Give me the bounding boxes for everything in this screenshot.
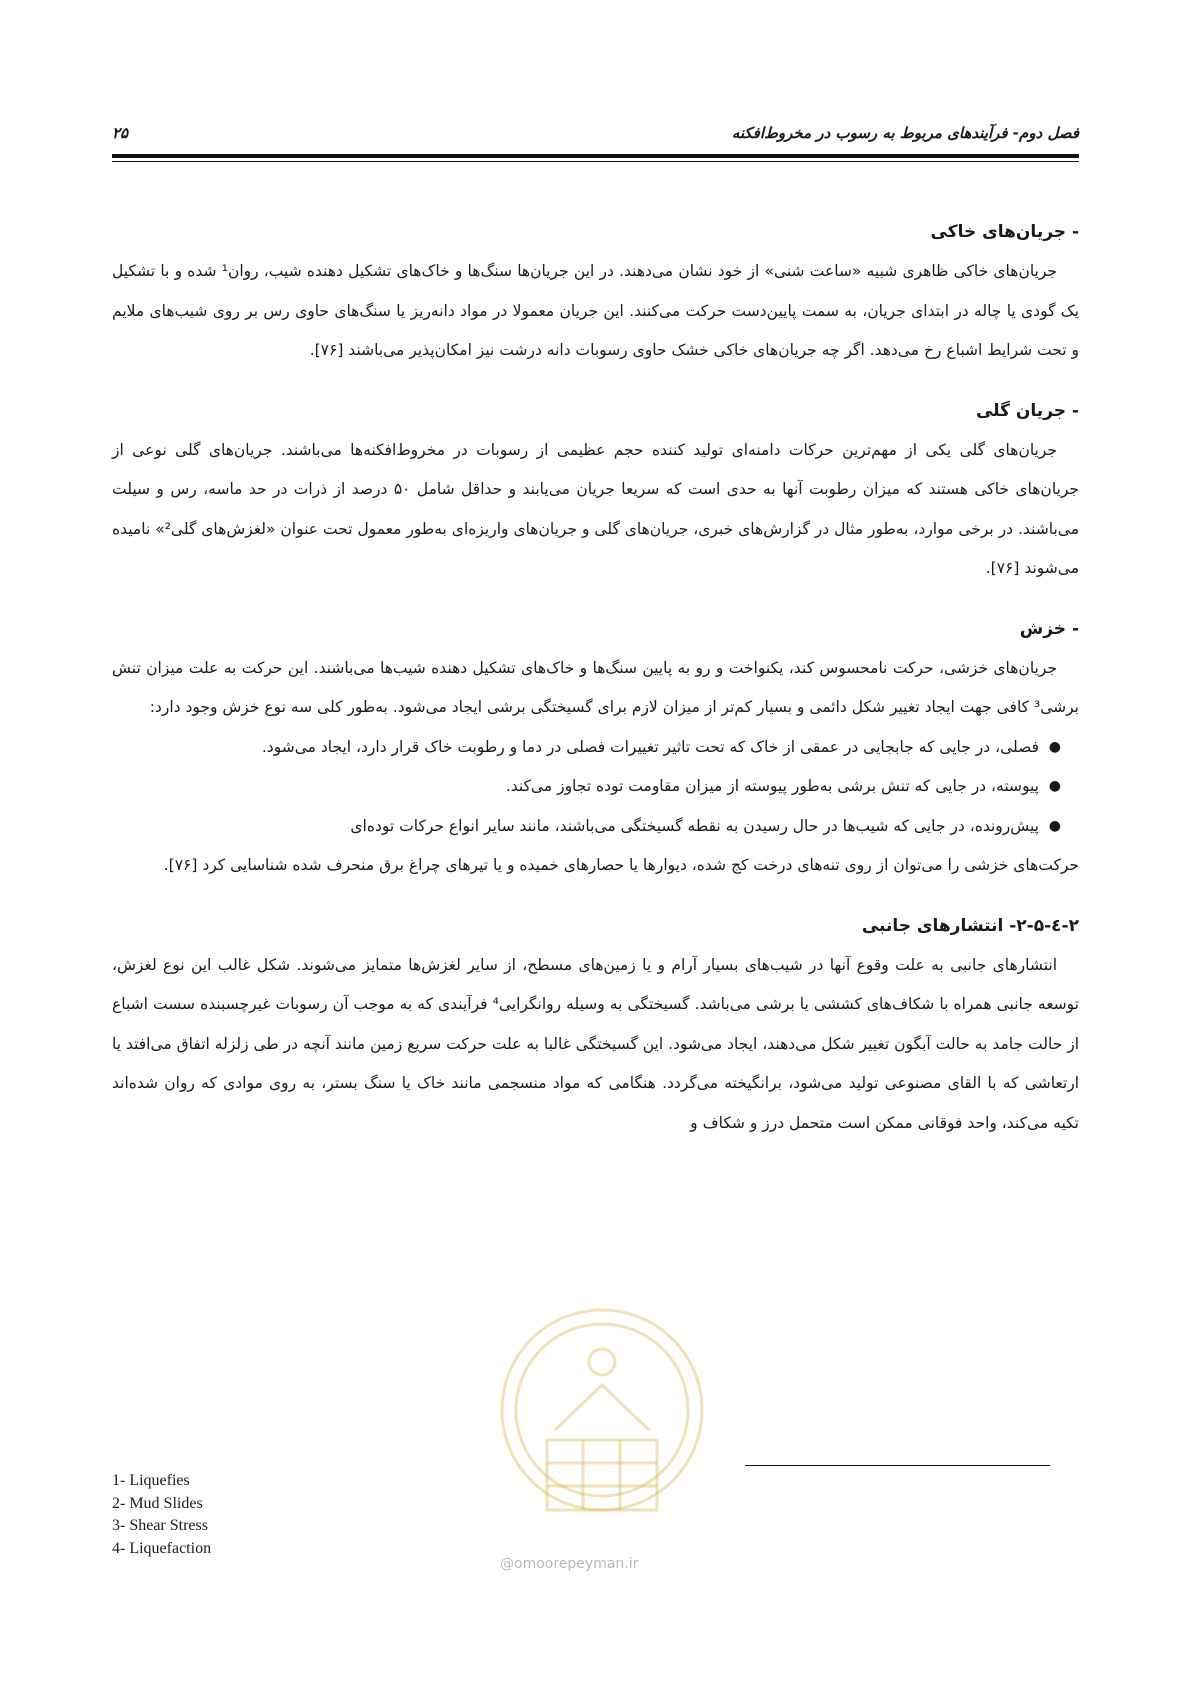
footnote: 2- Mud Slides xyxy=(112,1494,203,1512)
bullet-icon: ● xyxy=(1048,778,1061,794)
footnote: 3- Shear Stress xyxy=(112,1517,208,1534)
bullet-icon: ● xyxy=(1048,738,1061,755)
footnotes xyxy=(112,1470,211,1560)
chapter-title: فصل دوم- فرآیندهای مربوط به رسوب در مخروط‌افکنه xyxy=(731,124,1079,142)
section-heading-creep: - خزش xyxy=(1019,618,1079,639)
paragraph-earth-flows: جریان‌های خاکی ظاهری شبیه «ساعت شنی» از خود نشان می‌دهند. در این جریان‌ها سنگ‌ها و خاک‌های تشکیل دهنده شیب، روان¹ شده و با تشکیل یک گودی یا چاله در ابتدای جریان، به سمت پایین‌دست حرکت می‌کنند. این جریان معمولا در مواد دانه‌ریز یا سنگ‌های حاوی رس بر روی شیب‌های ملایم و تحت شرایط اشباع رخ می‌دهد. اگر چه جریان‌های خاکی خشک حاوی رسوبات دانه درشت نیز امکان‌پذیر می‌باشند [۷۶]. xyxy=(112,262,1079,359)
list-item: ● پیش‌رونده، در جایی که شیب‌ها در حال رسیدن به نقطه گسیختگی می‌باشند، مانند سایر انواع حرکات توده‌ای xyxy=(112,807,1061,847)
page-number: ۲۵ xyxy=(112,124,129,142)
list-item: ● فصلی، در جایی که جابجایی در عمقی از خاک که تحت تاثیر تغییرات فصلی در دما و رطوبت خاک قرار دارد، ایجاد می‌شود. xyxy=(112,728,1061,768)
footnote-separator xyxy=(745,1465,1050,1466)
body-text xyxy=(112,212,1079,1143)
watermark-text: @omoorepeyman.ir xyxy=(500,1556,639,1572)
paragraph-lateral-spreads: انتشارهای جانبی به علت وقوع آنها در شیب‌های بسیار آرام و یا زمین‌های مسطح، از سایر لغزش‌ها متمایز می‌شوند. شکل غالب این نوع لغزش، توسعه جانبی همراه با شکاف‌های کششی یا برشی می‌باشد. گسیختگی به وسیله روانگرایی⁴ فرآیندی که به موجب آن رسوبات غیرچسبنده سست اشباع از حالت جامد به حالت آبگون تغییر شکل می‌دهند، ایجاد می‌شود. این گسیختگی غالبا به علت حرکت سریع زمین مانند آنچه در طی زلزله اتفاق می‌افتد یا ارتعاشی که با القای مصنوعی تولید می‌شود، برانگیخته می‌گردد. هنگامی که مواد منسجمی مانند خاک یا سنگ بستر، به روی موادی که روان شده‌اند تکیه می‌کند، واحد فوقانی ممکن است متحمل درز و شکاف و xyxy=(112,955,1079,1132)
footnote: 1- Liquefies xyxy=(112,1472,190,1489)
section-heading-earth-flows: - جریان‌های خاکی xyxy=(930,222,1079,242)
watermark-seal-icon xyxy=(485,1290,720,1590)
header-rule-thin xyxy=(112,161,1079,162)
running-header xyxy=(112,120,1079,146)
paragraph-creep-closing: حرکت‌های خزشی را می‌توان از روی تنه‌های درخت کج شده، دیوارها یا حصارهای خمیده و یا تیرهای چراغ برق منحرف شده شناسایی کرد [۷۶]. xyxy=(163,856,1079,874)
paragraph-creep: جریان‌های خزشی، حرکت نامحسوس کند، یکنواخت و رو به پایین سنگ‌ها و خاک‌های تشکیل دهنده شیب‌ها می‌باشند. این حرکت به علت میزان تنش برشی³ کافی جهت ایجاد تغییر شکل دائمی و بسیار کم‌تر از میزان لازم برای گسیختگی برشی ایجاد می‌شود. به‌طور کلی سه نوع خزش وجود دارد: xyxy=(112,658,1079,716)
list-item: ● پیوسته، در جایی که تنش برشی به‌طور پیوسته از میزان مقاومت توده تجاوز می‌کند. xyxy=(112,767,1061,807)
paragraph-mud-flows: جریان‌های گلی یکی از مهم‌ترین حرکات دامنه‌ای تولید کننده حجم عظیمی از رسوبات در مخروط‌افکنه‌ها می‌باشند. جریان‌های گلی نوعی از جریان‌های خاکی هستند که میزان رطوبت آنها به حدی است که سریعا جریان می‌یابند و حداقل شامل ۵۰ درصد از ذرات در حد ماسه، رس و سیلت می‌باشند. در برخی موارد، به‌طور مثال در گزارش‌های خبری، جریان‌های گلی و جریان‌های واریزه‌ای به‌طور معمول تحت عنوان «لغزش‌های گلی²» نامیده می‌شوند [۷۶]. xyxy=(112,440,1079,577)
header-rule xyxy=(112,154,1079,158)
footnote: 4- Liquefaction xyxy=(112,1539,212,1557)
section-heading-mud-flows: - جریان گلی xyxy=(975,400,1079,421)
bullet-icon: ● xyxy=(1048,817,1061,834)
creep-types-list xyxy=(112,728,1079,847)
section-heading-lateral-spreads: ۲-٤-۲-۵- انتشارهای جانبی xyxy=(861,915,1079,936)
